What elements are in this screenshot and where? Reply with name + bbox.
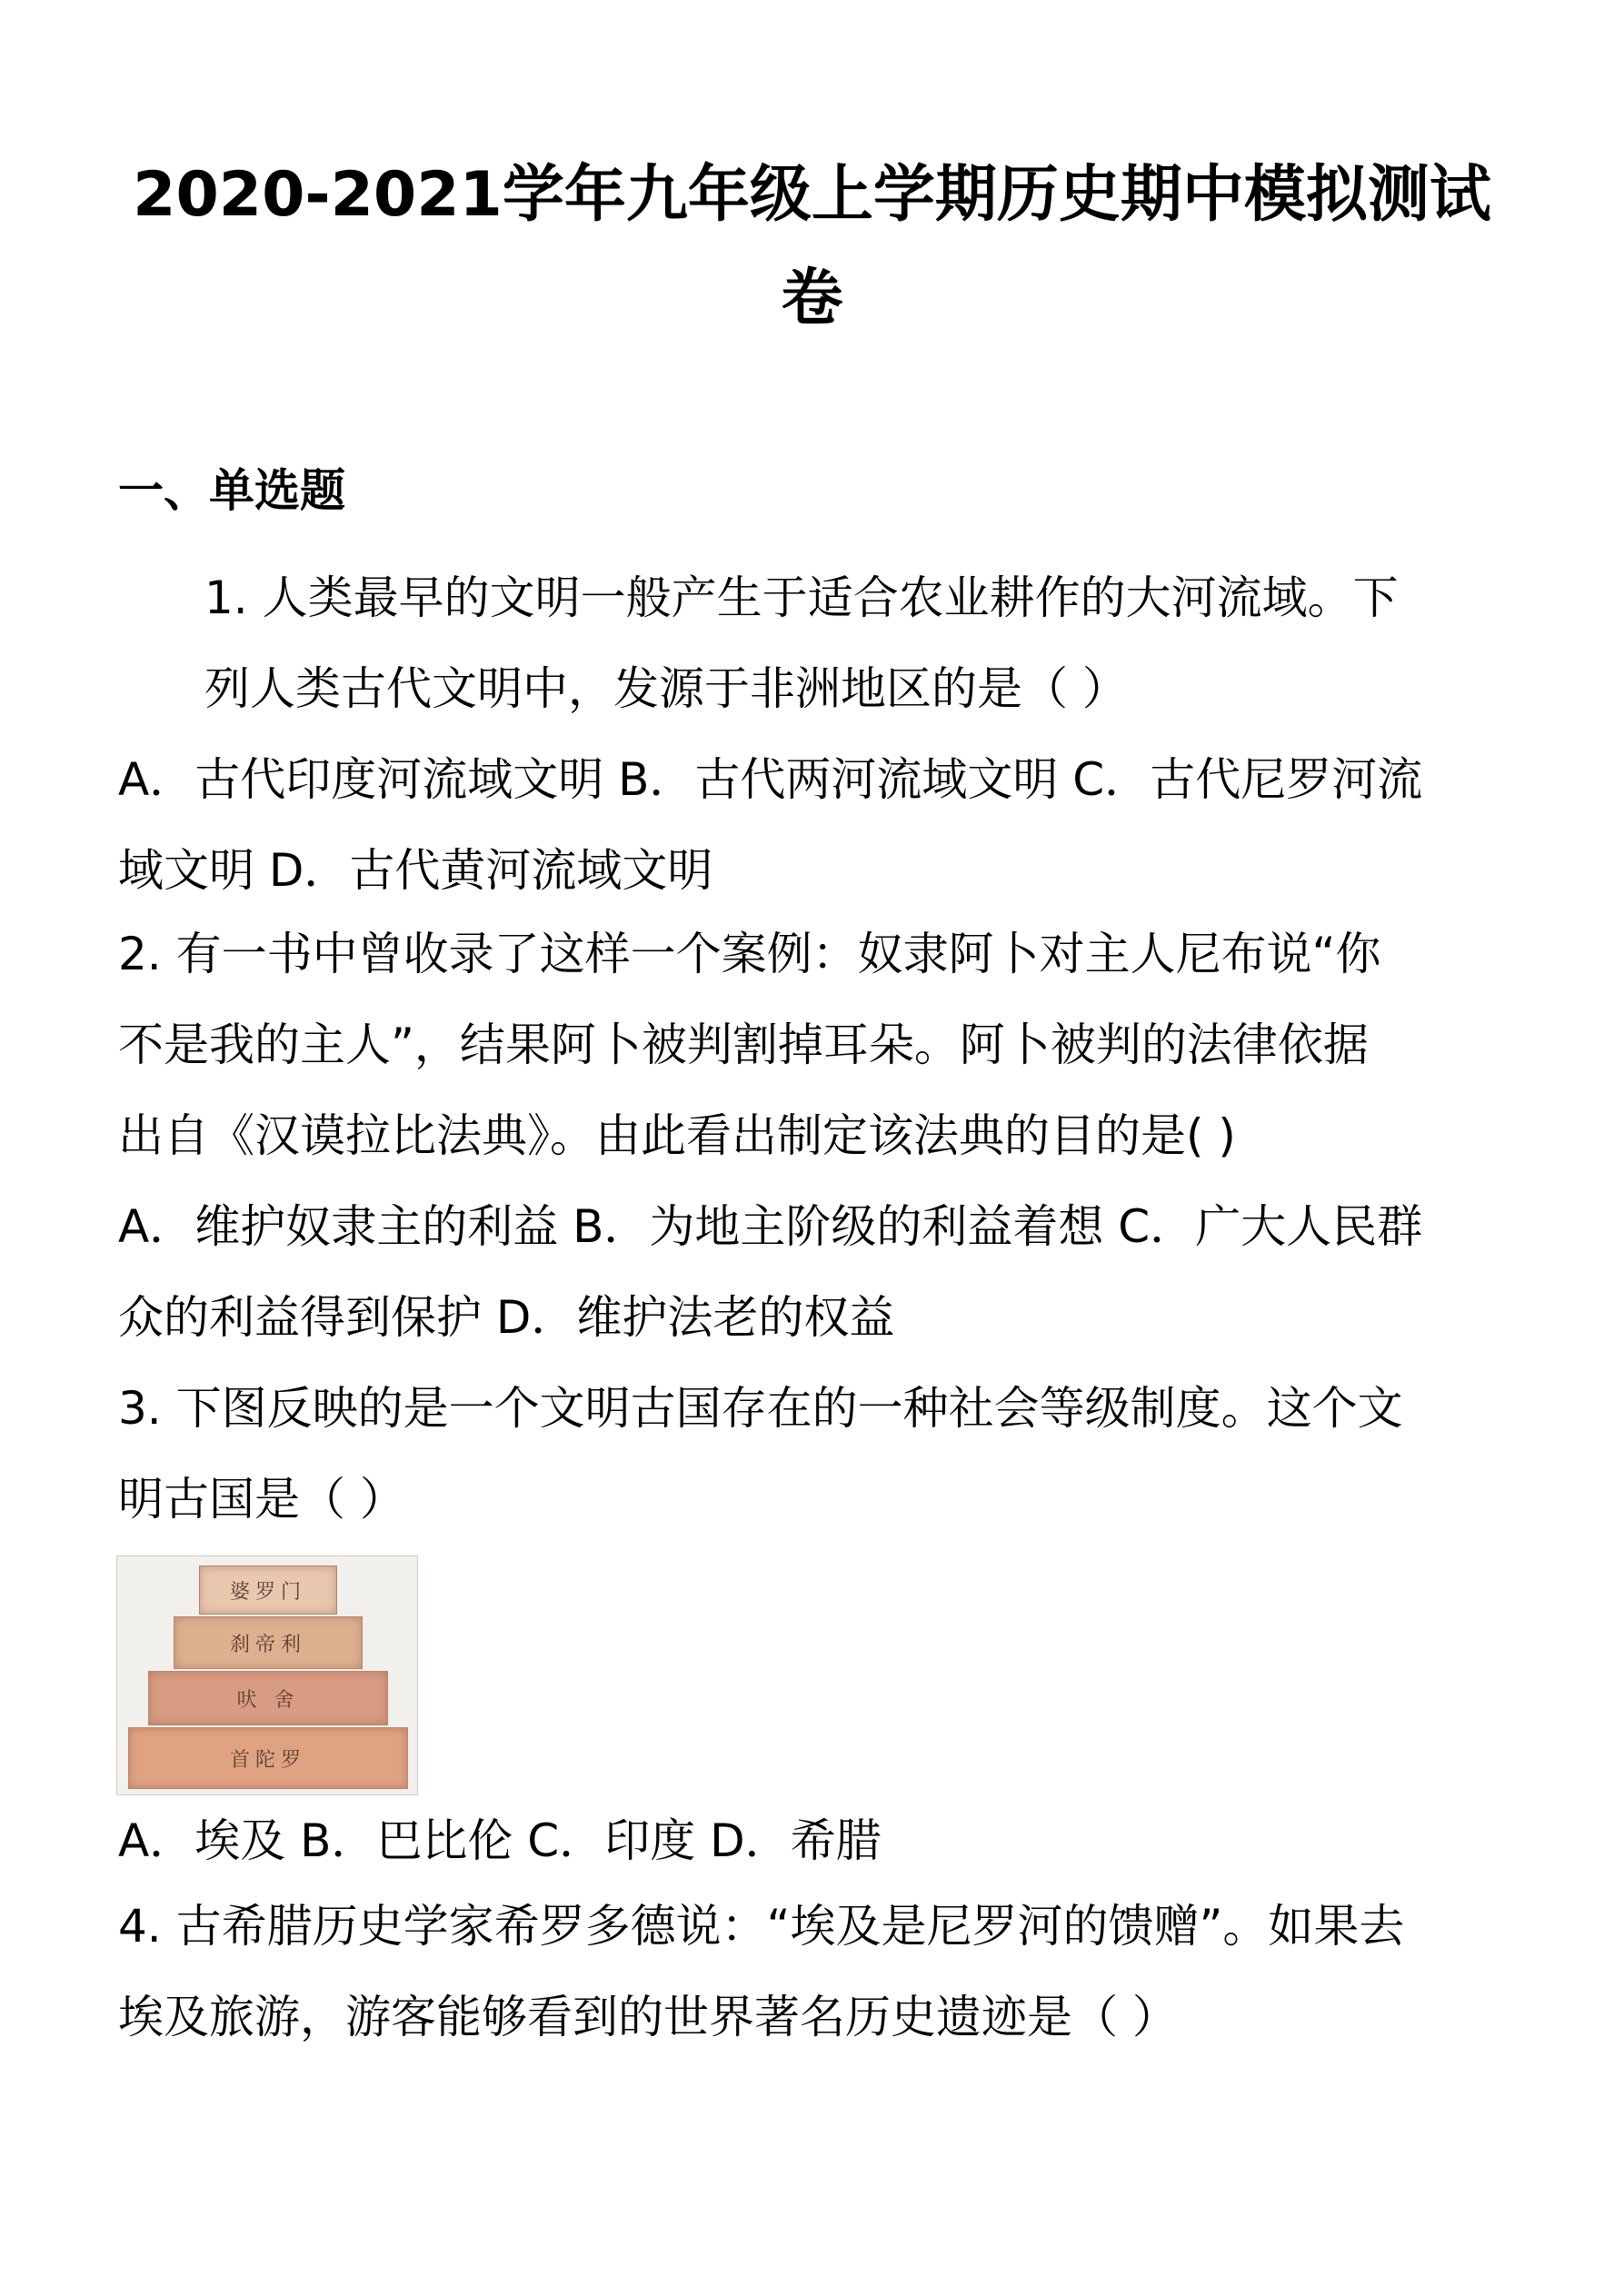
question-4-stem-line: 4. 古希腊历史学家希罗多德说：“埃及是尼罗河的馈赠”。如果去 — [118, 1900, 1405, 1953]
question-3-stem-line: 明古国是（ ） — [118, 1473, 405, 1526]
question-1-options — [118, 734, 1518, 916]
caste-pyramid-figure — [116, 1556, 418, 1795]
question-3-options — [118, 1795, 1518, 1886]
question-2-options — [118, 1181, 1518, 1363]
pyramid-tier-label: 婆罗门 — [229, 1580, 306, 1604]
question-3-stem — [118, 1363, 1518, 1545]
question-1-options-line: 域文明 D．古代黄河流域文明 — [118, 844, 713, 897]
pyramid-tier-kshatriya — [174, 1616, 363, 1669]
question-4-stem — [118, 1881, 1518, 2062]
question-3-options-line: A．埃及 B．巴比伦 C．印度 D．希腊 — [118, 1814, 882, 1867]
pyramid-tier-label: 刹帝利 — [229, 1633, 306, 1656]
question-1-stem-line: 列人类古代文明中，发源于非洲地区的是（ ） — [204, 662, 1128, 715]
pyramid-tier-vaishya — [148, 1671, 388, 1725]
question-3-stem-line: 3. 下图反映的是一个文明古国存在的一种社会等级制度。这个文 — [118, 1382, 1403, 1435]
pyramid-tier-label: 吠 舍 — [236, 1688, 300, 1712]
question-1-stem-line: 1. 人类最早的文明一般产生于适合农业耕作的大河流域。下 — [204, 572, 1399, 624]
question-2-stem — [118, 909, 1518, 1181]
question-2-stem-line: 不是我的主人”，结果阿卜被判割掉耳朵。阿卜被判的法律依据 — [118, 1019, 1369, 1071]
section-title: 一、单选题 — [118, 464, 345, 517]
pyramid-tier-brahmin — [199, 1565, 337, 1615]
question-2-options-line: A．维护奴隶主的利益 B．为地主阶级的利益着想 C．广大人民群 — [118, 1200, 1423, 1253]
pyramid-tier-label: 首陀罗 — [229, 1748, 306, 1772]
question-1-options-line: A．古代印度河流域文明 B．古代两河流域文明 C．古代尼罗河流 — [118, 753, 1423, 806]
question-2-stem-line: 出自《汉谟拉比法典》。由此看出制定该法典的目的是( ) — [118, 1109, 1236, 1162]
question-1-stem — [204, 552, 1504, 734]
question-2-stem-line: 2. 有一书中曾收录了这样一个案例：奴隶阿卜对主人尼布说“你 — [118, 928, 1381, 980]
pyramid-tier-shudra — [128, 1727, 408, 1789]
question-4-stem-line: 埃及旅游，游客能够看到的世界著名历史遗迹是（ ） — [118, 1991, 1178, 2043]
question-2-options-line: 众的利益得到保护 D．维护法老的权益 — [118, 1291, 895, 1344]
page-title: 2020-2021学年九年级上学期历史期中模拟测试卷 — [133, 159, 1491, 334]
